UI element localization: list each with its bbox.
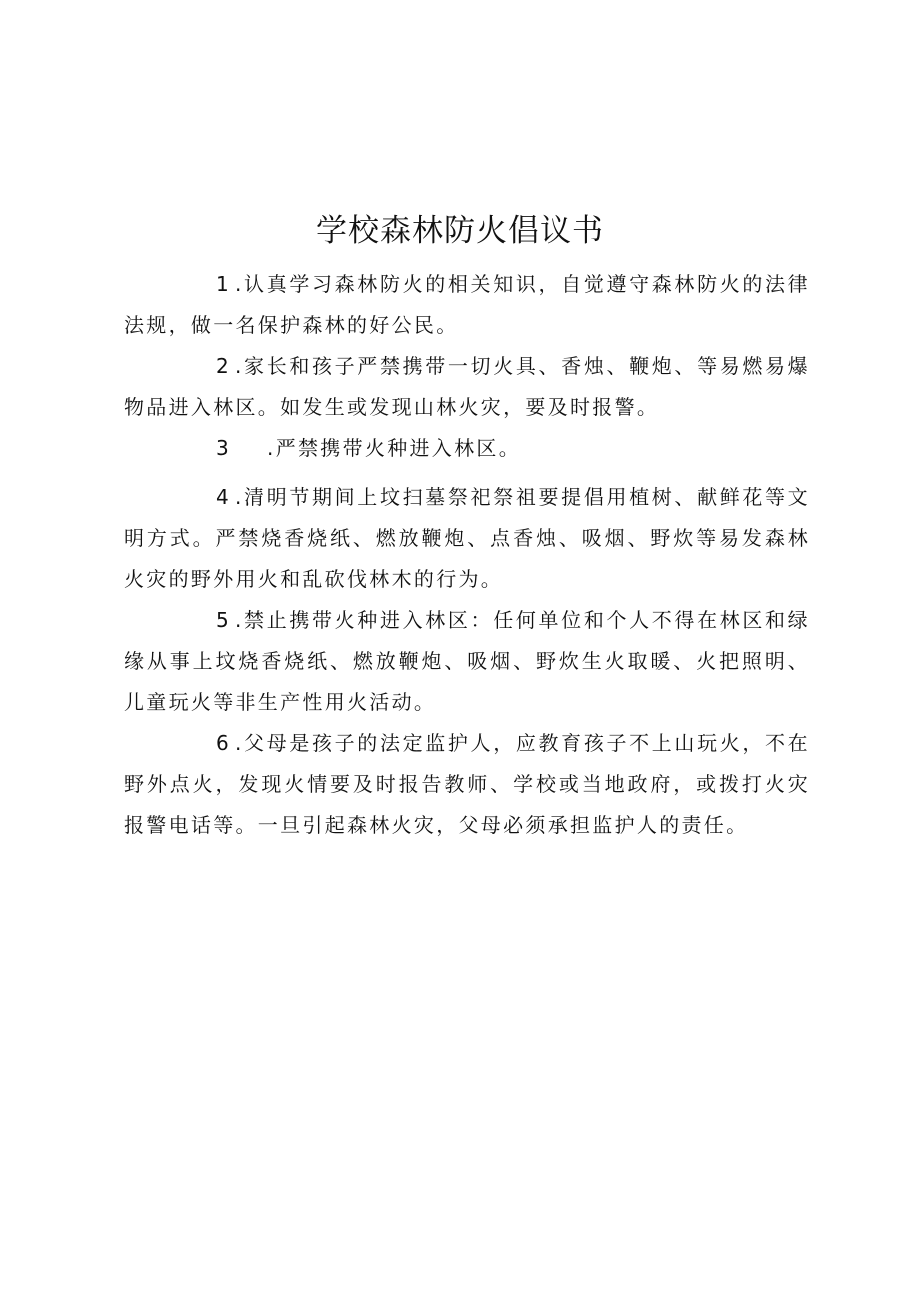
- item-6: [124, 723, 810, 846]
- item-number: 4: [216, 485, 232, 509]
- item-number: 1: [216, 272, 232, 296]
- document-title: 学校森林防火倡议书: [316, 212, 604, 249]
- item-text: .父母是孩子的法定监护人，应教育孩子不上山玩火，不在野外点火，发现火情要及时报告教师、学校或当地政府，或拨打火灾报警电话等。一旦引起森林火灾，父母必须承担监护人的责任。: [124, 731, 810, 837]
- item-text: .家长和孩子严禁携带一切火具、香烛、鞭炮、等易燃易爆物品进入林区。如发生或发现山林火灾，要及时报警。: [124, 354, 810, 419]
- item-5: [124, 600, 810, 723]
- item-text: .严禁携带火种进入林区。: [267, 436, 521, 460]
- item-3: [124, 428, 810, 469]
- document-body: [124, 264, 810, 846]
- item-number: 2: [216, 354, 232, 378]
- item-1: [124, 264, 810, 346]
- item-2: [124, 346, 810, 428]
- item-number: 6: [216, 731, 232, 755]
- item-number: 3: [216, 436, 232, 460]
- item-4: [124, 477, 810, 600]
- item-number: 5: [216, 608, 232, 632]
- item-text: .认真学习森林防火的相关知识，自觉遵守森林防火的法律法规，做一名保护森林的好公民。: [124, 272, 810, 337]
- item-text: .清明节期间上坟扫墓祭祀祭祖要提倡用植树、献鲜花等文明方式。严禁烧香烧纸、燃放鞭炮、点香烛、吸烟、野炊等易发森林火灾的野外用火和乱砍伐林木的行为。: [124, 485, 810, 591]
- item-text: .禁止携带火种进入林区：任何单位和个人不得在林区和绿缘从事上坟烧香烧纸、燃放鞭炮、吸烟、野炊生火取暖、火把照明、儿童玩火等非生产性用火活动。: [124, 608, 810, 714]
